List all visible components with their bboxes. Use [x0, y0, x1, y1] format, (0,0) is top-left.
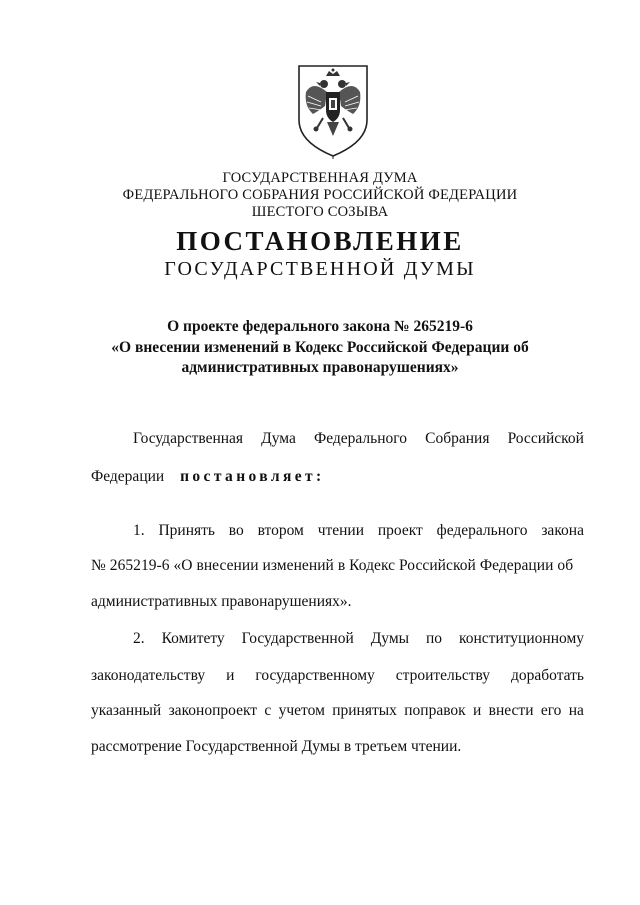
coat-of-arms-emblem — [293, 62, 373, 160]
word: Думы — [370, 630, 410, 647]
word: 1. — [133, 522, 145, 539]
item-1-line-1 — [133, 522, 584, 540]
word: доработать — [511, 667, 584, 684]
header-line-3: ШЕСТОГО СОЗЫВА — [251, 204, 389, 220]
word: государственному — [255, 667, 375, 684]
preamble-line-1 — [133, 430, 584, 448]
word: Государственная — [133, 430, 244, 447]
item-1-line-2: № 265219-6 «О внесении изменений в Кодекс Российской Федерации об — [91, 557, 574, 574]
item-2-line-4: рассмотрение Государственной Думы в третьем чтении. — [91, 738, 462, 755]
resolves-keyword: постановляет: — [180, 468, 325, 485]
word: 2. — [133, 630, 145, 647]
word: и — [473, 702, 482, 719]
word: конституционному — [459, 630, 584, 647]
item-2-line-2 — [91, 667, 584, 685]
word: его — [540, 702, 562, 719]
word: проект — [377, 522, 423, 539]
header-line-2: ФЕДЕРАЛЬНОГО СОБРАНИЯ РОССИЙСКОЙ ФЕДЕРАЦИИ — [122, 187, 518, 203]
word: принятых — [332, 702, 397, 719]
preamble-start: Федерации — [91, 468, 165, 485]
word: чтении — [317, 522, 365, 539]
item-2-line-3 — [91, 702, 584, 720]
word: по — [426, 630, 443, 647]
word: на — [568, 702, 584, 719]
word: строительству — [395, 667, 491, 684]
word: Федерального — [313, 430, 408, 447]
subject-line-1: О проекте федерального закона № 265219-6 — [167, 318, 473, 335]
subject-line-2: «О внесении изменений в Кодекс Российской Федерации об — [111, 339, 529, 356]
word: Российской — [507, 430, 584, 447]
word: Принять — [158, 522, 215, 539]
word: законопроект — [168, 702, 258, 719]
word: законодательству — [91, 667, 206, 684]
word: и — [226, 667, 235, 684]
word: указанный — [91, 702, 162, 719]
header-line-1: ГОСУДАРСТВЕННАЯ ДУМА — [222, 170, 418, 186]
word: закона — [541, 522, 584, 539]
item-2-line-1 — [133, 630, 584, 648]
subject-line-3: административных правонарушениях» — [181, 359, 459, 376]
preamble-line-2 — [91, 468, 325, 486]
word: федерального — [436, 522, 528, 539]
word: Государственной — [241, 630, 354, 647]
item-1-line-3: административных правонарушениях». — [91, 593, 352, 610]
word: поправок — [404, 702, 466, 719]
word: учетом — [278, 702, 325, 719]
word: во — [228, 522, 244, 539]
document-title: ПОСТАНОВЛЕНИЕ — [176, 226, 464, 256]
word: Дума — [261, 430, 296, 447]
word: внести — [488, 702, 534, 719]
word: Собрания — [425, 430, 490, 447]
word: втором — [257, 522, 304, 539]
word: Комитету — [161, 630, 225, 647]
document-subtitle: ГОСУДАРСТВЕННОЙ ДУМЫ — [164, 258, 476, 280]
word: с — [264, 702, 272, 719]
